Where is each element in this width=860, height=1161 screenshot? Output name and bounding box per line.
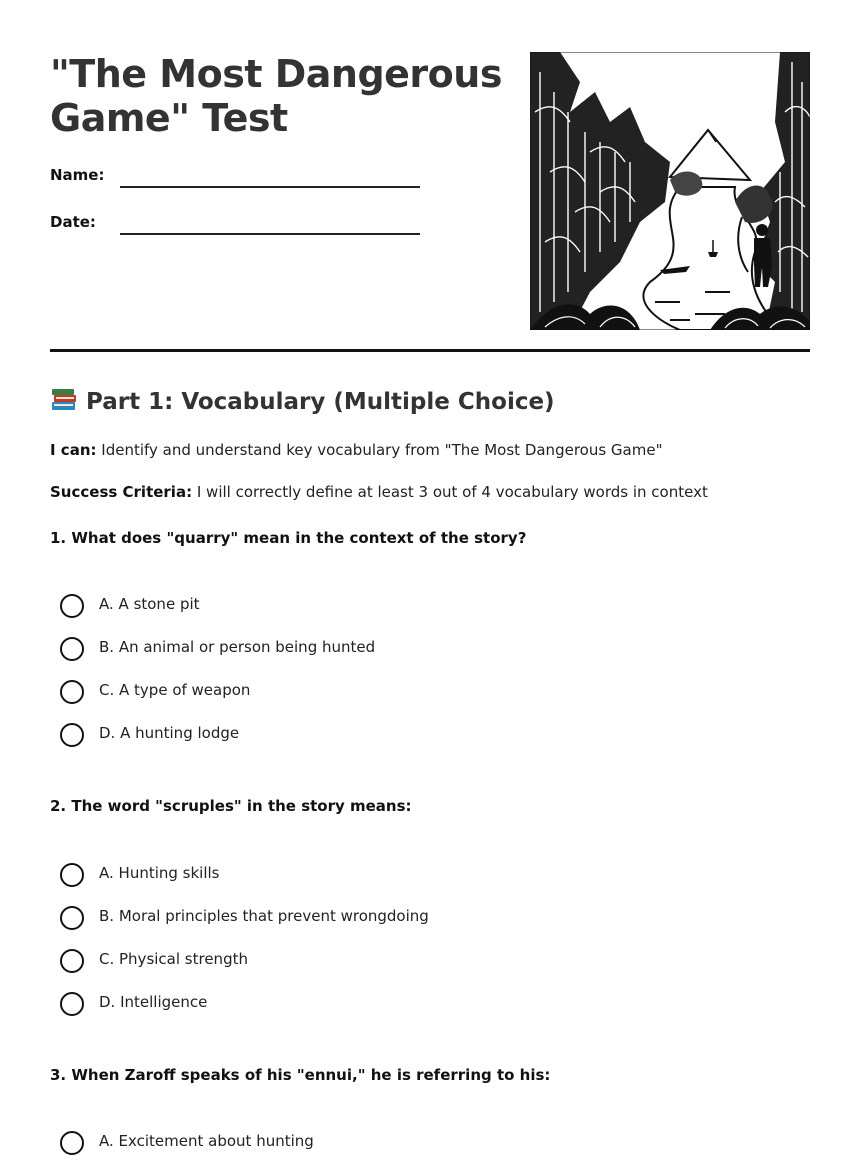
option-label: D. Intelligence	[99, 993, 208, 1011]
i-can-statement	[50, 441, 662, 459]
radio-button[interactable]	[60, 637, 84, 661]
option-label: A. Excitement about hunting	[99, 1132, 314, 1150]
option-label: C. Physical strength	[99, 950, 248, 968]
date-field[interactable]	[50, 213, 420, 243]
radio-button[interactable]	[60, 992, 84, 1016]
i-can-label: I can:	[50, 441, 97, 459]
option-label: B. An animal or person being hunted	[99, 638, 376, 656]
criteria-label: Success Criteria:	[50, 483, 193, 501]
radio-button[interactable]	[60, 949, 84, 973]
header	[50, 52, 810, 330]
part1-heading	[50, 387, 555, 415]
radio-button[interactable]	[60, 680, 84, 704]
question-3: 3. When Zaroff speaks of his "ennui," he is referring to his:	[50, 1066, 551, 1084]
jungle-hunter-illustration	[530, 52, 810, 330]
option-label: D. A hunting lodge	[99, 724, 240, 742]
books-icon	[50, 387, 78, 413]
option-label: A. A stone pit	[99, 595, 200, 613]
radio-button[interactable]	[60, 863, 84, 887]
part1-title: Part 1: Vocabulary (Multiple Choice)	[86, 389, 555, 415]
radio-button[interactable]	[60, 594, 84, 618]
date-label: Date:	[50, 213, 96, 231]
radio-button[interactable]	[60, 723, 84, 747]
option-label: C. A type of weapon	[99, 681, 251, 699]
success-criteria	[50, 483, 708, 501]
name-line[interactable]	[120, 186, 420, 188]
date-line[interactable]	[120, 233, 420, 235]
question-2: 2. The word "scruples" in the story means:	[50, 797, 412, 815]
page-title: "The Most Dangerous Game" Test	[50, 52, 502, 140]
i-can-text: Identify and understand key vocabulary from "The Most Dangerous Game"	[101, 441, 663, 459]
question-1: 1. What does "quarry" mean in the context of the story?	[50, 529, 527, 547]
name-label: Name:	[50, 166, 105, 184]
radio-button[interactable]	[60, 1131, 84, 1155]
name-field[interactable]	[50, 166, 420, 196]
header-divider	[50, 349, 810, 352]
radio-button[interactable]	[60, 906, 84, 930]
criteria-text: I will correctly define at least 3 out of 4 vocabulary words in context	[196, 483, 708, 501]
option-label: A. Hunting skills	[99, 864, 220, 882]
option-label: B. Moral principles that prevent wrongdoing	[99, 907, 429, 925]
